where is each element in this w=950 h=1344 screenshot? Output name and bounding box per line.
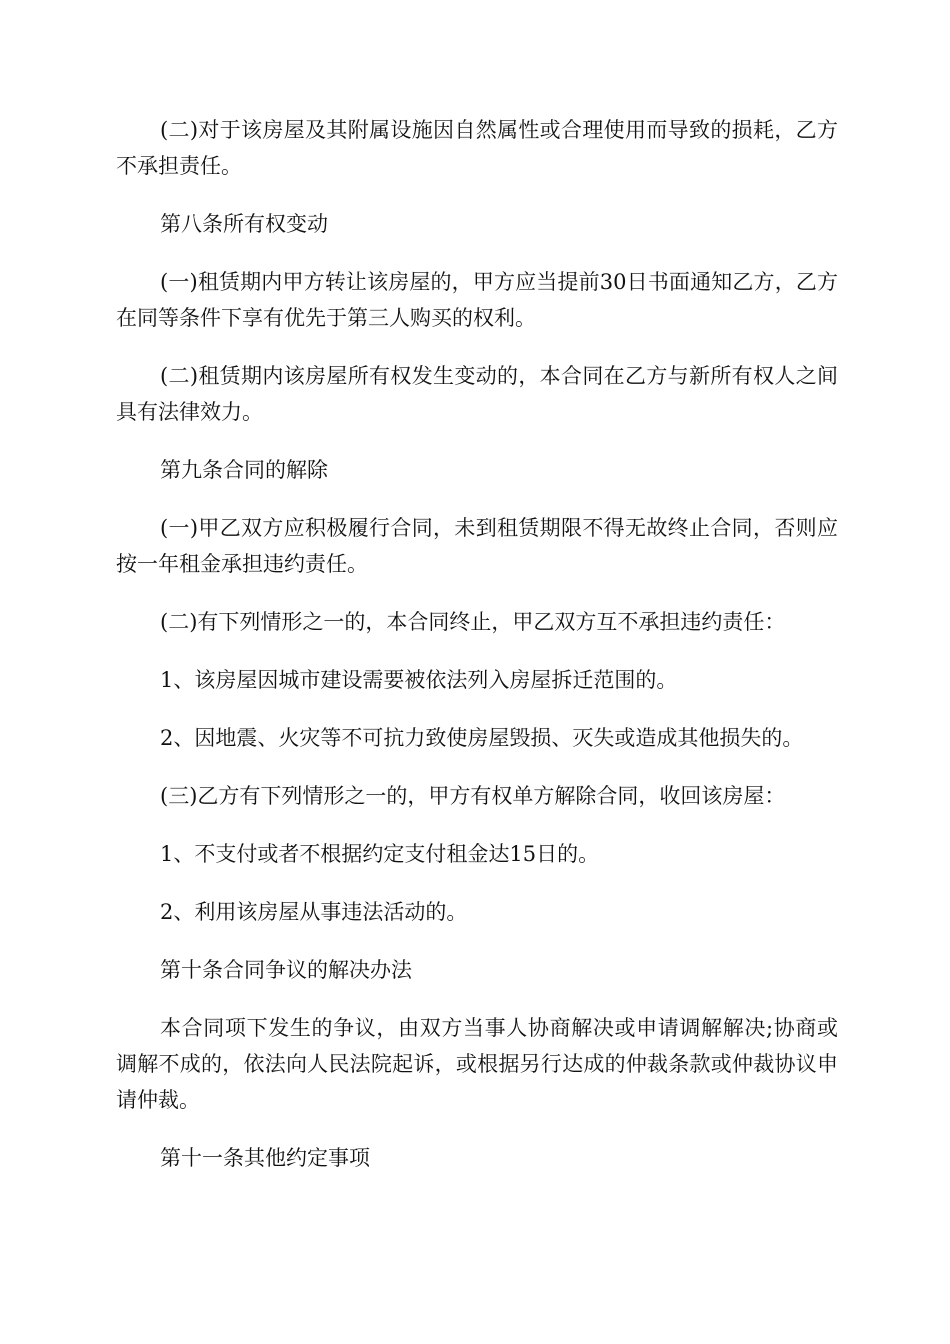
list-item: 1、该房屋因城市建设需要被依法列入房屋拆迁范围的。 (160, 668, 678, 692)
article-heading: 第九条合同的解除 (160, 458, 328, 482)
list-item: 1、不支付或者不根据约定支付租金达15日的。 (160, 842, 600, 866)
clause-paragraph: (一)租赁期内甲方转让该房屋的，甲方应当提前30日书面通知乙方，乙方在同等条件下享有优先于第三人购买的权利。 (116, 270, 838, 330)
article-heading: 第八条所有权变动 (160, 212, 328, 236)
article-heading: 第十一条其他约定事项 (160, 1146, 370, 1170)
article-heading: 第十条合同争议的解决办法 (160, 958, 412, 982)
clause-paragraph: (二)租赁期内该房屋所有权发生变动的，本合同在乙方与新所有权人之间具有法律效力。 (116, 364, 838, 424)
list-item: 2、因地震、火灾等不可抗力致使房屋毁损、灭失或造成其他损失的。 (160, 726, 804, 750)
document-page (116, 112, 838, 1198)
list-item: 2、利用该房屋从事违法活动的。 (160, 900, 468, 924)
clause-paragraph: (三)乙方有下列情形之一的，甲方有权单方解除合同，收回该房屋： (160, 784, 786, 808)
clause-paragraph: (二)有下列情形之一的，本合同终止，甲乙双方互不承担违约责任： (160, 610, 786, 634)
clause-paragraph: (一)甲乙双方应积极履行合同，未到租赁期限不得无故终止合同，否则应按一年租金承担违约责任。 (116, 516, 838, 576)
clause-paragraph: 本合同项下发生的争议，由双方当事人协商解决或申请调解解决;协商或调解不成的，依法向人民法院起诉，或根据另行达成的仲裁条款或仲裁协议申请仲裁。 (116, 1016, 838, 1112)
clause-paragraph: (二)对于该房屋及其附属设施因自然属性或合理使用而导致的损耗，乙方不承担责任。 (116, 118, 838, 178)
